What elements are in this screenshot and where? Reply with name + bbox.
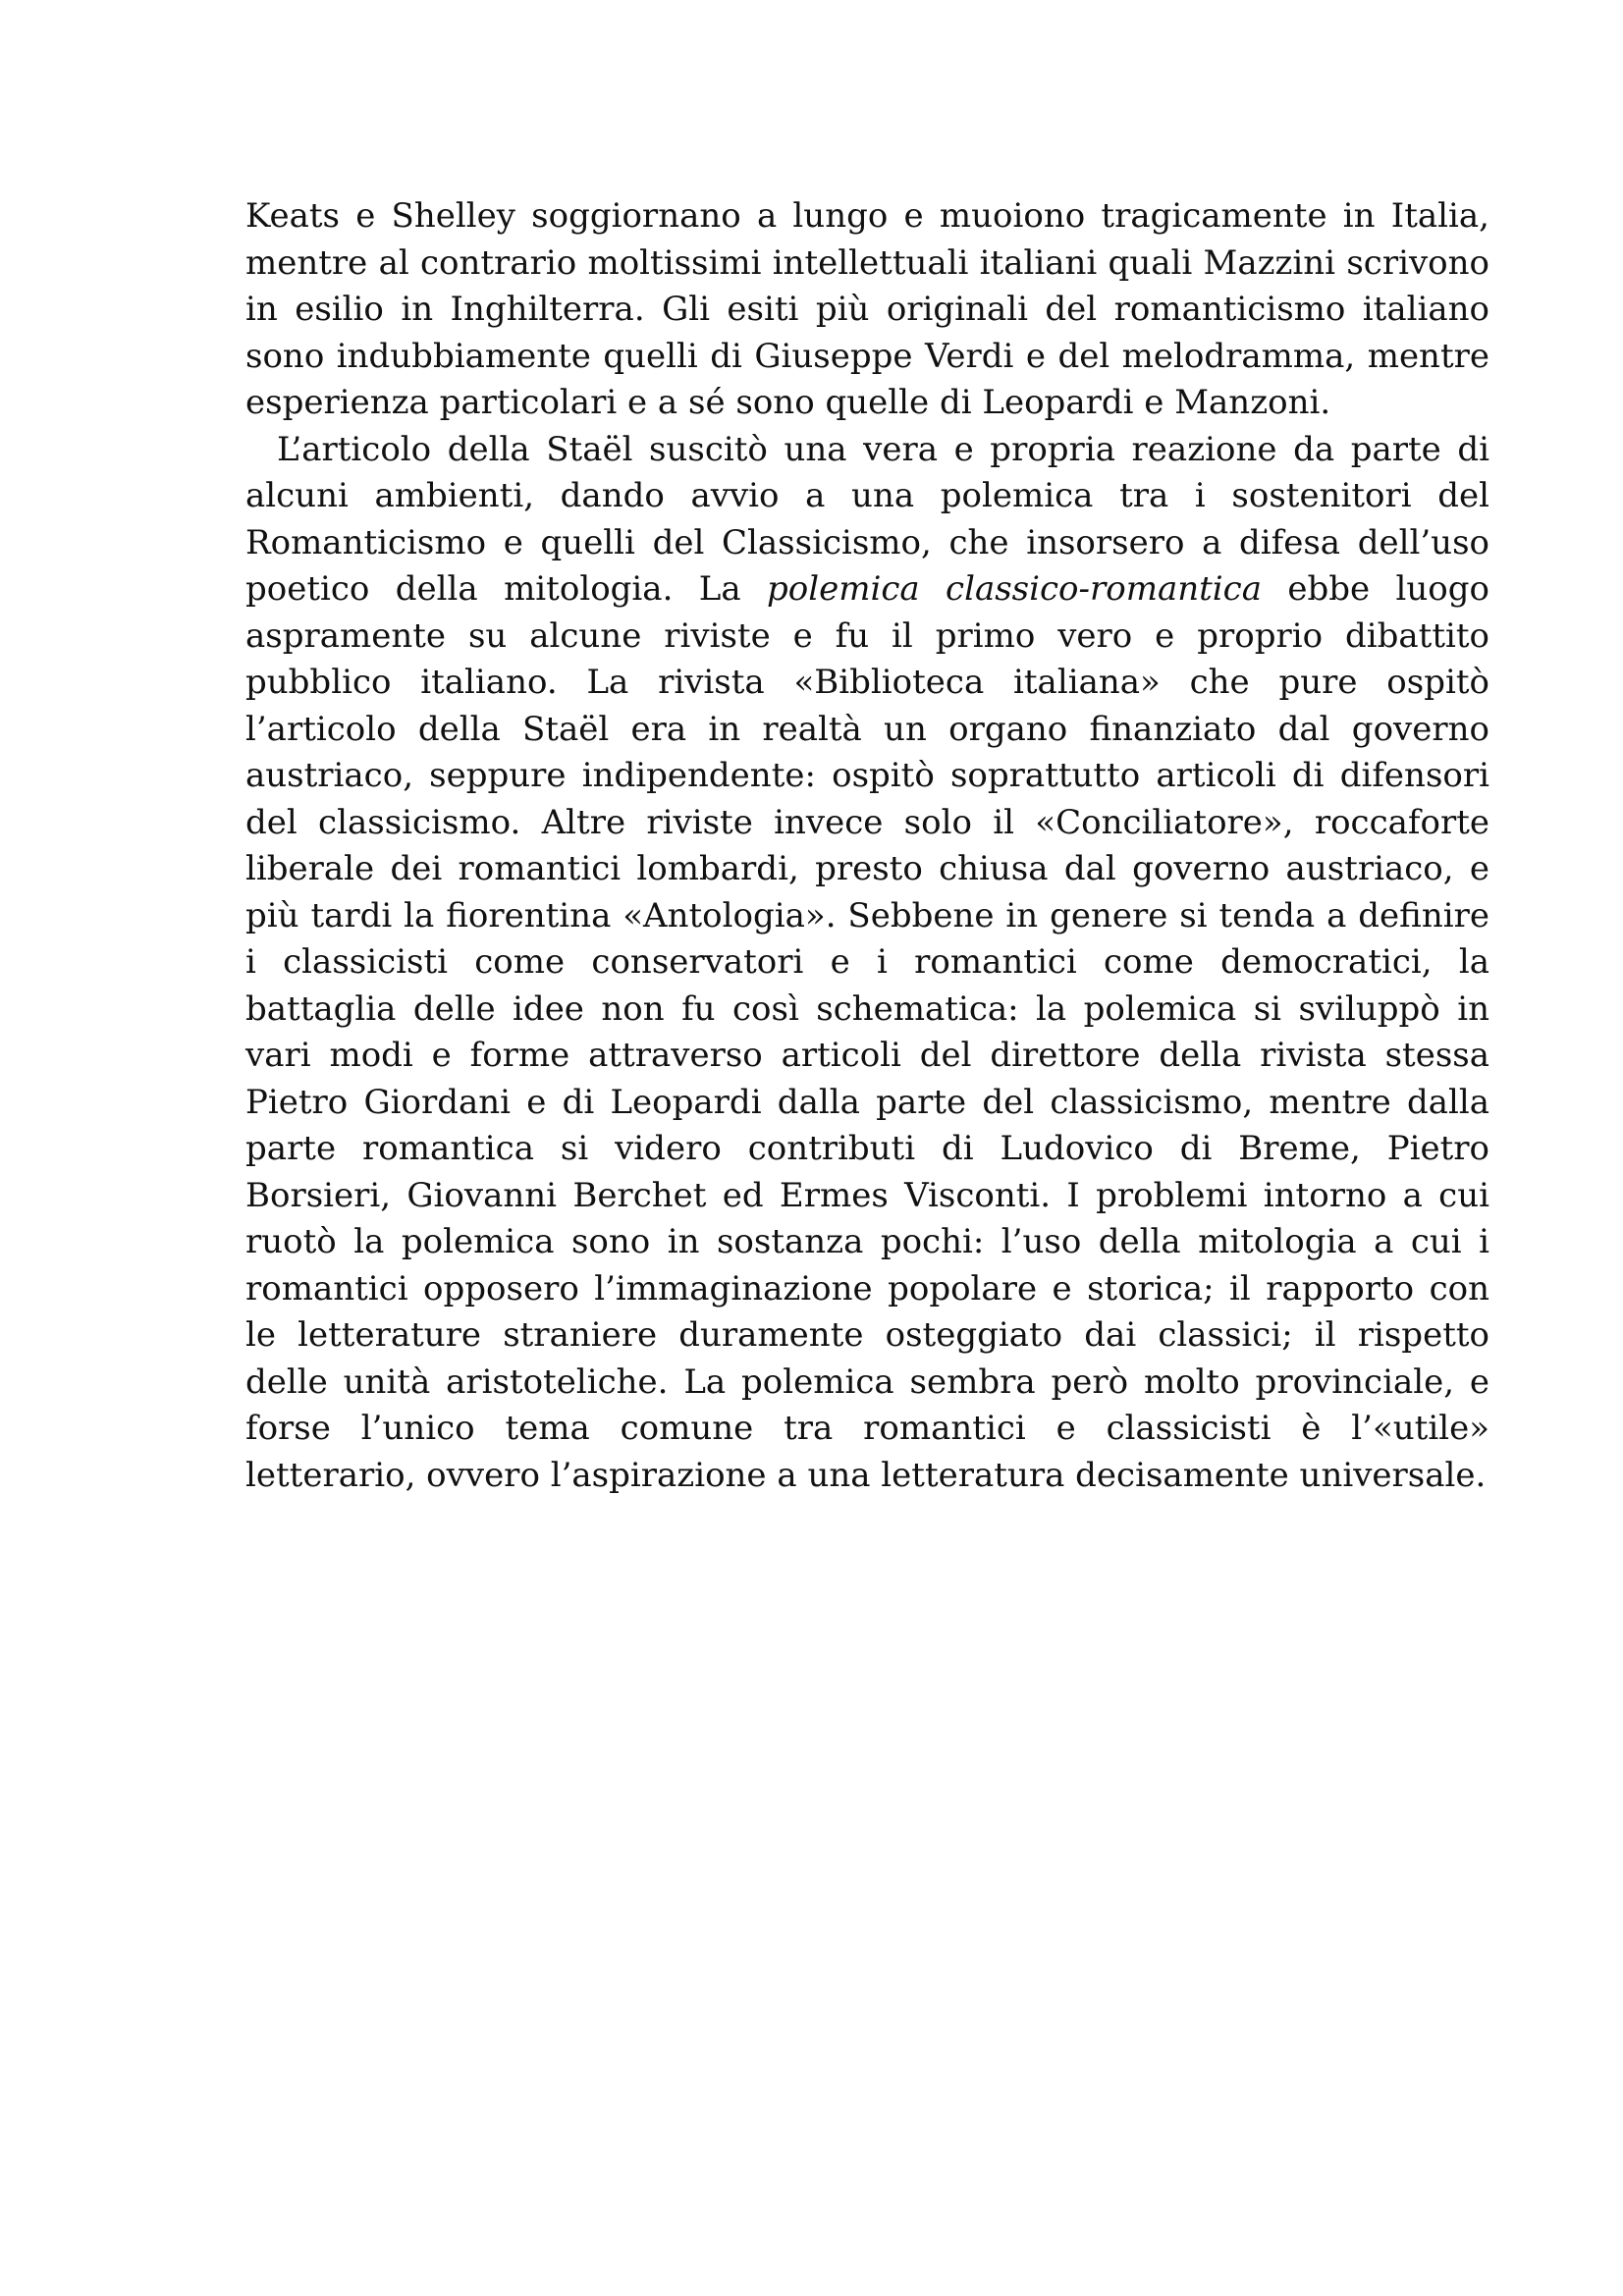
body-text — [245, 193, 1489, 1499]
emphasized-term: polemica classico-romantica — [767, 569, 1262, 609]
paragraph-2 — [245, 427, 1489, 1500]
paragraph-2-text-end: ebbe luogo aspramente su alcune riviste e fu il primo vero e proprio dibattito pubblico italiano. La rivista «Biblioteca italiana» che pure ospitò l’articolo della Staël era in realtà un organo finanziato dal governo austriaco, seppure indipendente: ospitò soprattutto articoli di difensori del classicismo. Altre riviste invece solo il «Conciliatore», roccaforte liberale dei romantici lombardi, presto chiusa dal governo austriaco, e più tardi la fiorentina «Antologia». Sebbene in genere si tenda a definire i classicisti come conservatori e i romantici come democratici, la battaglia delle idee non fu così schematica: la polemica si sviluppò in vari modi e forme attraverso articoli del direttore della rivista stessa Pietro Giordani e di Leopardi dalla parte del classicismo, mentre dalla parte romantica si videro contributi di Ludovico di Breme, Pietro Borsieri, Giovanni Berchet ed Ermes Visconti. I problemi intorno a cui ruotò la polemica sono in sostanza pochi: l’uso della mitologia a cui i romantici opposero l’immaginazione popolare e storica; il rapporto con le letterature straniere duramente osteggiato dai classici; il rispetto delle unità aristoteliche. La polemica sembra però molto provinciale, e forse l’unico tema comune tra romantici e classicisti è l’«utile» letterario, ovvero l’aspirazione a una letteratura decisamente universale. — [245, 569, 1489, 1495]
paragraph-1: Keats e Shelley soggiornano a lungo e muoiono tragicamente in Italia, mentre al contrario moltissimi intellettuali italiani quali Mazzini scrivono in esilio in Inghilterra. Gli esiti più originali del romanticismo italiano sono indubbiamente quelli di Giuseppe Verdi e del melodramma, mentre esperienza particolari e a sé sono quelle di Leopardi e Manzoni. — [245, 196, 1489, 422]
paragraph-2-text-start: L’articolo della Staël suscitò una vera e propria reazione da parte di alcuni ambienti, dando avvio a una polemica tra i sostenitori del Romanticismo e quelli del Classicismo, che insorsero a difesa dell’uso poetico della mitologia. La — [245, 429, 1489, 609]
